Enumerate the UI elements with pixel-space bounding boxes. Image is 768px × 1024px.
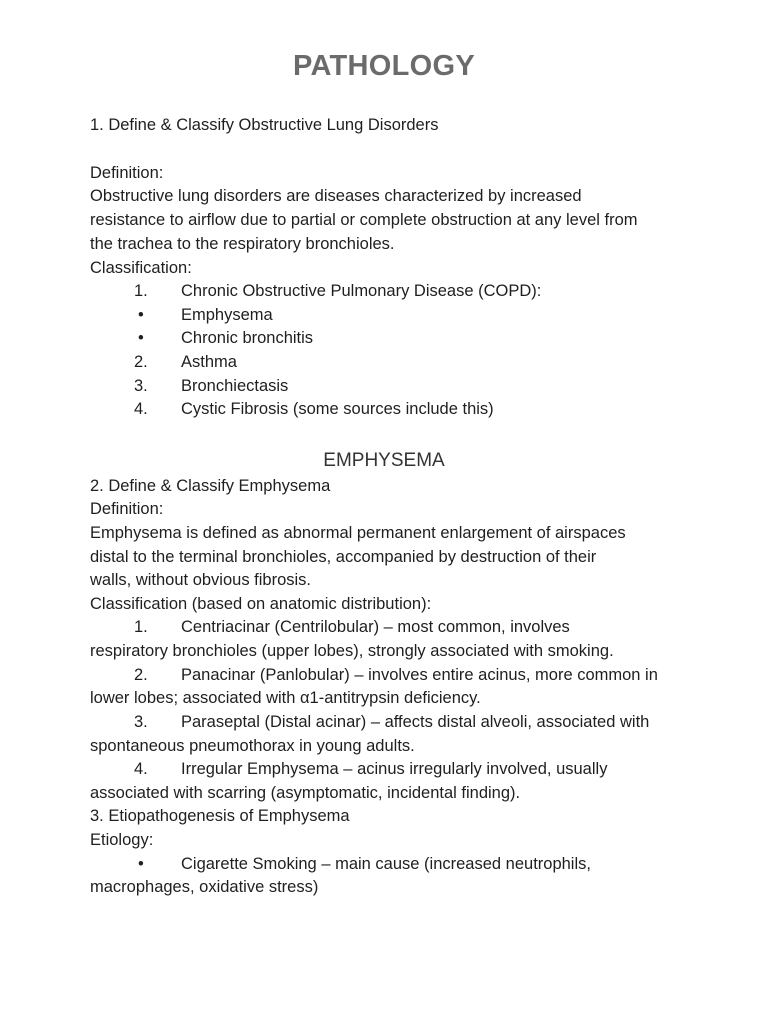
list-item-text: Panacinar (Panlobular) – involves entire acinus, more common in — [181, 666, 658, 684]
list-item-text: Bronchiectasis — [181, 377, 289, 395]
list-item-continuation: spontaneous pneumothorax in young adults. — [90, 737, 415, 755]
list-item-text: Paraseptal (Distal acinar) – affects distal alveoli, associated with — [181, 713, 650, 731]
list-marker: 1. — [134, 282, 148, 300]
list-item-text: Irregular Emphysema – acinus irregularly involved, usually — [181, 760, 608, 778]
section2-heading: 2. Define & Classify Emphysema — [90, 477, 331, 495]
bullet-icon: • — [138, 329, 144, 347]
list-marker: 4. — [134, 400, 148, 418]
list-item-text: Emphysema — [181, 306, 273, 324]
section1-definition-line: the trachea to the respiratory bronchioles. — [90, 235, 395, 253]
list-marker: 3. — [134, 377, 148, 395]
page-title: PATHOLOGY — [292, 50, 476, 82]
list-item-text: Chronic bronchitis — [181, 329, 314, 347]
bullet-icon: • — [138, 855, 144, 873]
list-marker: 4. — [134, 760, 148, 778]
list-marker: 3. — [134, 713, 148, 731]
bullet-icon: • — [138, 306, 144, 324]
section1-heading: 1. Define & Classify Obstructive Lung Disorders — [90, 116, 439, 134]
section2-definition-line: Emphysema is defined as abnormal permanent enlargement of airspaces — [90, 524, 626, 542]
list-item-text: Asthma — [181, 353, 237, 371]
list-item-continuation: lower lobes; associated with α1-antitrypsin deficiency. — [90, 689, 481, 707]
list-item-continuation: macrophages, oxidative stress) — [90, 878, 319, 896]
section3-heading: 3. Etiopathogenesis of Emphysema — [90, 807, 350, 825]
list-item-text: Cigarette Smoking – main cause (increased neutrophils, — [181, 855, 591, 873]
section2-center-heading: EMPHYSEMA — [323, 450, 445, 471]
section1-classification-label: Classification: — [90, 259, 192, 277]
list-marker: 1. — [134, 618, 148, 636]
section3-etiology-label: Etiology: — [90, 831, 154, 849]
section2-definition-line: walls, without obvious fibrosis. — [90, 571, 312, 589]
list-item-text: Chronic Obstructive Pulmonary Disease (COPD): — [181, 282, 542, 300]
list-item-text: Centriacinar (Centrilobular) – most common, involves — [181, 618, 570, 636]
section2-classification-label: Classification (based on anatomic distribution): — [90, 595, 432, 613]
list-marker: 2. — [134, 666, 148, 684]
list-item-text: Cystic Fibrosis (some sources include this) — [181, 400, 494, 418]
section1-definition-line: Obstructive lung disorders are diseases characterized by increased — [90, 187, 582, 205]
list-marker: 2. — [134, 353, 148, 371]
section1-definition-line: resistance to airflow due to partial or complete obstruction at any level from — [90, 211, 638, 229]
section1-definition-label: Definition: — [90, 164, 164, 182]
list-item-continuation: respiratory bronchioles (upper lobes), strongly associated with smoking. — [90, 642, 614, 660]
section2-definition-label: Definition: — [90, 500, 164, 518]
list-item-continuation: associated with scarring (asymptomatic, incidental finding). — [90, 784, 521, 802]
section2-definition-line: distal to the terminal bronchioles, accompanied by destruction of their — [90, 548, 597, 566]
